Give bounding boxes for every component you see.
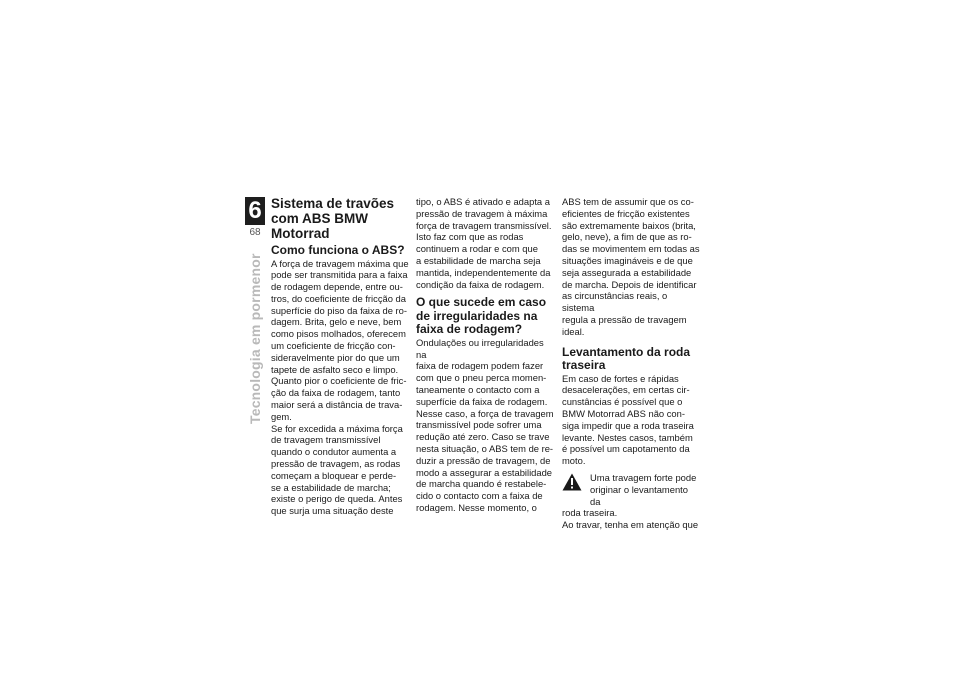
paragraph: Ao travar, tenha em atenção que [562, 519, 699, 531]
page-title: Sistema de travões com ABS BMW Motorrad [271, 196, 395, 241]
warning-text: roda traseira. [562, 507, 618, 519]
page-number: 68 [249, 227, 261, 238]
text-column-2 [416, 196, 554, 514]
section-heading-rear-wheel: Levantamento da roda traseira [562, 344, 691, 373]
section-heading-irregularities: O que sucede em caso de irregularidades na faixa de rodagem? [416, 295, 547, 337]
text-column-3 [562, 196, 700, 531]
chapter-number-tab: 6 [245, 197, 265, 225]
warning-text: originar o levantamento da [590, 483, 688, 507]
paragraph: tipo, o ABS é ativado e adapta a pressão de travagem à máxima força de travagem transmissível. Isto faz com que as rodas continuem a rodar e com que a estabilidade de marcha seja mantida, independentemente da condição da faixa de rodagem. [416, 196, 552, 290]
paragraph: Em caso de fortes e rápidas desacelerações, em certas cir- cunstâncias é possível que o BMW Motorrad ABS não con- siga impedir que a roda traseira levante. Nestes casos, também é possível um capotamento da moto. [562, 372, 694, 467]
warning-text: Uma travagem forte pode [590, 471, 697, 483]
text-column-1 [271, 196, 409, 517]
chapter-side-title: Tecnologia em pormenor [247, 253, 263, 424]
paragraph: A força de travagem máxima que pode ser transmitida para a faixa de rodagem depende, entre ou- tros, do coeficiente de fricção da superfície do piso da faixa de ro- dagem. Brita, gelo e neve, bem como pisos molhados, oferecem um coeficiente de fricção con- sideravelmente pior do que um tapete de asfalto seco e limpo. Quanto pior o coeficiente de fric- ção da faixa de rodagem, tanto maior será a distância de trava- gem. [271, 257, 409, 422]
warning-note [562, 472, 700, 519]
warning-triangle-icon [562, 473, 582, 491]
paragraph: Ondulações ou irregularidades na faixa de rodagem podem fazer com que o pneu perca momen- taneamente o contacto com a superfície da faixa de rodagem. Nesse caso, a força de travagem transmissível pode sofrer uma redução até zero. Caso se trave nesta situação, o ABS tem de re- duzir a pressão de travagem, de modo a assegurar a estabilidade de marcha quando é restabele- cido o contacto com a faixa de rodagem. Nesse momento, o [416, 336, 554, 514]
paragraph: ABS tem de assumir que os co- eficientes de fricção existentes são extremamente baixos (brita, gelo, neve), a fim de que as ro- das se movimentem em todas as situações imagináveis e de que seja assegurada a estabilidade de marcha. Depois de identificar as circunstâncias reais, o sistema regula a pressão de travagem ideal. [562, 196, 700, 337]
paragraph: Se for excedida a máxima força de travagem transmissível quando o condutor aumenta a pressão de travagem, as rodas começam a bloquear e perde- se a estabilidade de marcha; existe o perigo de queda. Antes que surja uma situação deste [271, 422, 403, 517]
section-heading-abs: Como funciona o ABS? [271, 243, 405, 257]
